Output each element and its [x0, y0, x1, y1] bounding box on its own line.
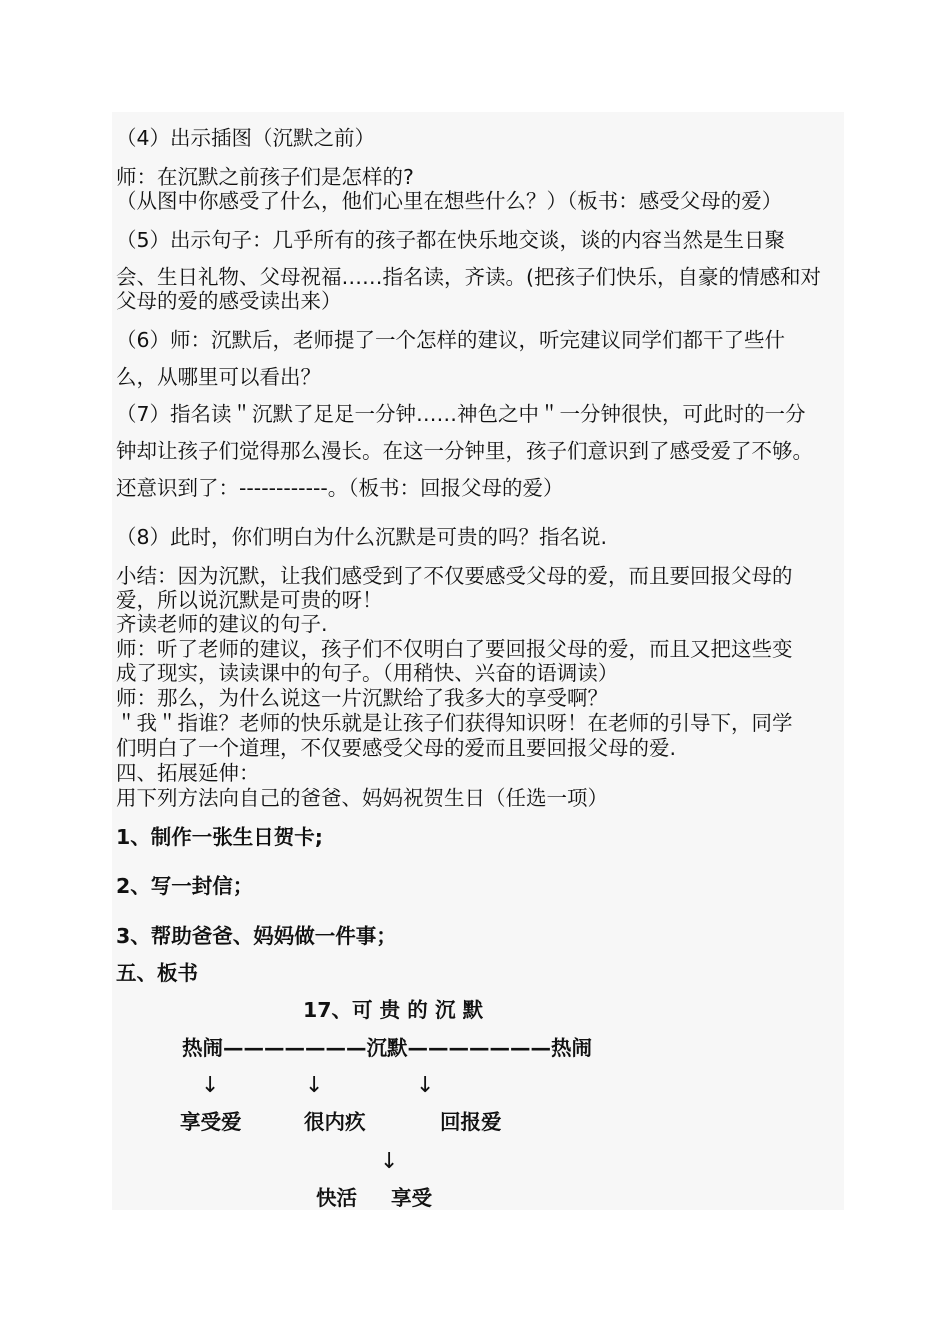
text-line-24: 2、写一封信； [116, 874, 254, 898]
text-line-4: （5）出示句子：几乎所有的孩子都在快乐地交谈，谈的内容当然是生日聚 [116, 228, 786, 252]
board-arrow-1: ↓ [201, 1073, 220, 1098]
text-line-2: 师：在沉默之前孩子们是怎样的? [116, 165, 414, 189]
text-line-15: 齐读老师的建议的句子. [116, 612, 328, 636]
text-line-25: 3、帮助爸爸、妈妈做一件事； [116, 924, 397, 948]
board-title: 17、可 贵 的 沉 默 [303, 998, 484, 1022]
text-line-20: 们明白了一个道理，不仅要感受父母的爱而且要回报父母的爱. [116, 736, 677, 760]
board-item-1: 享受爱 [180, 1110, 242, 1134]
text-line-23: 1、制作一张生日贺卡; [116, 825, 323, 849]
text-line-1: （4）出示插图（沉默之前） [116, 126, 376, 150]
board-row-1: 热闹———————沉默———————热闹 [182, 1036, 592, 1060]
text-line-13: 小结：因为沉默，让我们感受到了不仅要感受父母的爱，而且要回报父母的 [116, 564, 793, 588]
board-arrow-4: ↓ [380, 1149, 399, 1174]
text-line-8: 么，从哪里可以看出？ [116, 365, 321, 389]
text-line-22: 用下列方法向自己的爸爸、妈妈祝贺生日（任选一项） [116, 786, 608, 810]
board-arrow-2: ↓ [305, 1073, 324, 1098]
text-line-19: ＂我＂指谁？老师的快乐就是让孩子们获得知识呀！在老师的引导下，同学 [116, 711, 793, 735]
text-line-26: 五、板书 [116, 961, 198, 985]
board-item-3: 回报爱 [440, 1110, 502, 1134]
board-item-4: 快活 [316, 1186, 357, 1210]
text-line-5: 会、生日礼物、父母祝福……指名读，齐读。(把孩子们快乐，自豪的情感和对 [116, 265, 821, 289]
text-line-18: 师：那么，为什么说这一片沉默给了我多大的享受啊？ [116, 686, 608, 710]
text-line-12: （8）此时，你们明白为什么沉默是可贵的吗？指名说. [116, 525, 608, 549]
text-line-16: 师：听了老师的建议，孩子们不仅明白了要回报父母的爱，而且又把这些变 [116, 637, 793, 661]
text-line-14: 爱，所以说沉默是可贵的呀！ [116, 588, 383, 612]
board-item-5: 享受 [391, 1186, 432, 1210]
text-line-10: 钟却让孩子们觉得那么漫长。在这一分钟里，孩子们意识到了感受爱了不够。 [116, 439, 813, 463]
text-line-21: 四、拓展延伸： [116, 761, 260, 785]
text-line-6: 父母的爱的感受读出来） [116, 289, 342, 313]
board-item-2: 很内疚 [304, 1110, 366, 1134]
text-line-7: （6）师：沉默后，老师提了一个怎样的建议，听完建议同学们都干了些什 [116, 328, 786, 352]
text-line-3: （从图中你感受了什么，他们心里在想些什么？）（板书：感受父母的爱） [116, 189, 783, 213]
board-arrow-3: ↓ [416, 1073, 435, 1098]
text-line-9: （7）指名读＂沉默了足足一分钟……神色之中＂一分钟很快，可此时的一分 [116, 402, 806, 426]
text-line-17: 成了现实，读读课中的句子。（用稍快、兴奋的语调读） [116, 661, 619, 685]
text-line-11: 还意识到了：------------。（板书：回报父母的爱） [116, 476, 564, 500]
